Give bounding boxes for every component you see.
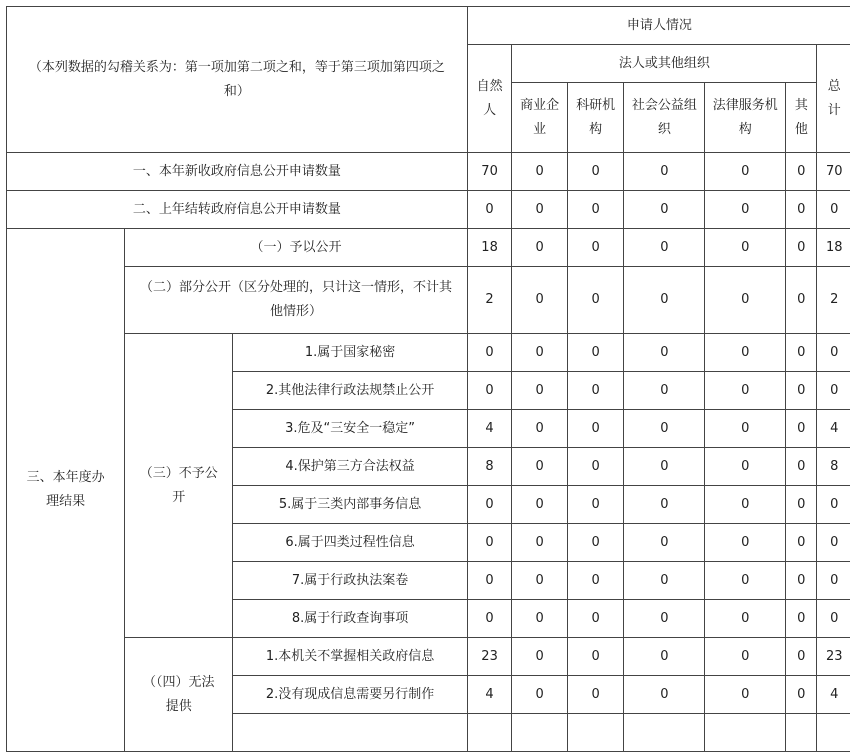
cell-value: 4: [467, 410, 511, 448]
row-label: 5.属于三类内部事务信息: [233, 486, 467, 524]
cell-value: 0: [512, 153, 568, 191]
cell-value: 0: [786, 486, 817, 524]
cell-value: 0: [624, 524, 705, 562]
cell-value: 0: [624, 676, 705, 714]
cell-value: 4: [467, 676, 511, 714]
header-total: 总计: [817, 45, 850, 153]
cell-value: 0: [567, 676, 624, 714]
cell-value: 0: [705, 638, 786, 676]
cell-value: 0: [705, 191, 786, 229]
cell-value: 0: [786, 229, 817, 267]
cell-value: 0: [786, 153, 817, 191]
section3-label: 三、本年度办理结果: [7, 229, 125, 752]
header-legal-org-group: 法人或其他组织: [512, 45, 817, 83]
cell-value: 23: [467, 638, 511, 676]
table-row: [7, 229, 850, 267]
cell-value: 0: [512, 410, 568, 448]
cell-value: 0: [817, 334, 850, 372]
cell-value: [786, 714, 817, 752]
cell-value: 0: [624, 153, 705, 191]
cell-value: 0: [567, 372, 624, 410]
cell-value: 0: [786, 372, 817, 410]
cell-value: 0: [705, 372, 786, 410]
cell-value: 0: [705, 562, 786, 600]
cell-value: 0: [624, 448, 705, 486]
cell-value: 0: [467, 334, 511, 372]
cell-value: 23: [817, 638, 850, 676]
header-note: （本列数据的勾稽关系为：第一项加第二项之和，等于第三项加第四项之和）: [7, 7, 468, 153]
cell-value: 0: [786, 524, 817, 562]
row-label: 2.其他法律行政法规禁止公开: [233, 372, 467, 410]
cell-value: 0: [567, 334, 624, 372]
row-label: （一）予以公开: [125, 229, 468, 267]
cell-value: 0: [705, 524, 786, 562]
cell-value: 0: [467, 191, 511, 229]
table-row: [7, 334, 850, 372]
cell-value: [467, 714, 511, 752]
row-label: 8.属于行政查询事项: [233, 600, 467, 638]
cell-value: 0: [705, 600, 786, 638]
cell-value: 0: [624, 229, 705, 267]
table-row: [7, 153, 850, 191]
cell-value: [567, 714, 624, 752]
cell-value: 0: [512, 600, 568, 638]
cell-value: 0: [624, 562, 705, 600]
cell-value: 18: [467, 229, 511, 267]
cell-value: 0: [567, 267, 624, 334]
cell-value: 0: [705, 267, 786, 334]
cell-value: 0: [567, 486, 624, 524]
cell-value: [817, 714, 850, 752]
row-label: 7.属于行政执法案卷: [233, 562, 467, 600]
cell-value: 0: [567, 524, 624, 562]
cell-value: 8: [467, 448, 511, 486]
cell-value: 0: [786, 676, 817, 714]
header-research: 科研机构: [567, 83, 624, 153]
header-other: 其他: [786, 83, 817, 153]
cell-value: 4: [817, 676, 850, 714]
cell-value: 0: [467, 486, 511, 524]
cell-value: 0: [817, 600, 850, 638]
cell-value: 0: [817, 191, 850, 229]
cell-value: 0: [467, 372, 511, 410]
cell-value: 0: [786, 334, 817, 372]
cell-value: 0: [567, 562, 624, 600]
cell-value: 0: [512, 486, 568, 524]
cell-value: 0: [817, 562, 850, 600]
header-natural-person: 自然人: [467, 45, 511, 153]
cell-value: 0: [705, 153, 786, 191]
table-row: [7, 267, 850, 334]
cell-value: 0: [705, 410, 786, 448]
cell-value: 0: [512, 524, 568, 562]
row-label: [233, 714, 467, 752]
cell-value: 0: [512, 676, 568, 714]
cell-value: [624, 714, 705, 752]
cell-value: 0: [786, 448, 817, 486]
cell-value: 0: [567, 229, 624, 267]
cell-value: 0: [624, 267, 705, 334]
row-label: （二）部分公开（区分处理的，只计这一情形，不计其他情形）: [125, 267, 468, 334]
cell-value: 0: [512, 372, 568, 410]
cell-value: 0: [567, 448, 624, 486]
cell-value: 0: [624, 600, 705, 638]
cell-value: 0: [567, 191, 624, 229]
row-label: 二、上年结转政府信息公开申请数量: [7, 191, 468, 229]
cell-value: 0: [467, 562, 511, 600]
cell-value: 0: [567, 600, 624, 638]
cell-value: 0: [512, 191, 568, 229]
cell-value: 0: [624, 372, 705, 410]
cell-value: 0: [567, 410, 624, 448]
cell-value: 0: [512, 334, 568, 372]
cell-value: 0: [512, 448, 568, 486]
cell-value: 0: [467, 600, 511, 638]
unable-label: （（四）无法提供: [125, 638, 233, 752]
cell-value: 2: [467, 267, 511, 334]
cell-value: 0: [786, 638, 817, 676]
cell-value: 18: [817, 229, 850, 267]
cell-value: 0: [817, 524, 850, 562]
cell-value: 70: [817, 153, 850, 191]
row-label: 3.危及“三安全一稳定”: [233, 410, 467, 448]
cell-value: 0: [786, 191, 817, 229]
cell-value: 70: [467, 153, 511, 191]
cell-value: 0: [786, 267, 817, 334]
cell-value: 0: [512, 267, 568, 334]
cell-value: 0: [512, 638, 568, 676]
cell-value: [512, 714, 568, 752]
cell-value: 0: [817, 372, 850, 410]
cell-value: 0: [567, 638, 624, 676]
table-row: [7, 191, 850, 229]
row-label: 1.本机关不掌握相关政府信息: [233, 638, 467, 676]
not-disclosed-label: （三）不予公开: [125, 334, 233, 638]
cell-value: 0: [705, 448, 786, 486]
header-public-welfare: 社会公益组织: [624, 83, 705, 153]
cell-value: 0: [786, 562, 817, 600]
cell-value: 0: [817, 486, 850, 524]
cell-value: 0: [624, 486, 705, 524]
disclosure-statistics-table: [6, 6, 850, 752]
row-label: 一、本年新收政府信息公开申请数量: [7, 153, 468, 191]
cell-value: 4: [817, 410, 850, 448]
row-label: 6.属于四类过程性信息: [233, 524, 467, 562]
cell-value: 0: [786, 600, 817, 638]
header-commercial: 商业企业: [512, 83, 568, 153]
cell-value: 0: [467, 524, 511, 562]
cell-value: 8: [817, 448, 850, 486]
header-legal-service: 法律服务机构: [705, 83, 786, 153]
cell-value: 0: [624, 410, 705, 448]
cell-value: 0: [705, 334, 786, 372]
table-row: [7, 638, 850, 676]
cell-value: 0: [705, 676, 786, 714]
cell-value: 0: [705, 486, 786, 524]
cell-value: 0: [567, 153, 624, 191]
cell-value: [705, 714, 786, 752]
cell-value: 0: [786, 410, 817, 448]
cell-value: 0: [624, 334, 705, 372]
header-applicant-situation: 申请人情况: [467, 7, 850, 45]
cell-value: 0: [512, 562, 568, 600]
cell-value: 2: [817, 267, 850, 334]
row-label: 1.属于国家秘密: [233, 334, 467, 372]
row-label: 4.保护第三方合法权益: [233, 448, 467, 486]
cell-value: 0: [624, 638, 705, 676]
row-label: 2.没有现成信息需要另行制作: [233, 676, 467, 714]
cell-value: 0: [705, 229, 786, 267]
cell-value: 0: [512, 229, 568, 267]
cell-value: 0: [624, 191, 705, 229]
